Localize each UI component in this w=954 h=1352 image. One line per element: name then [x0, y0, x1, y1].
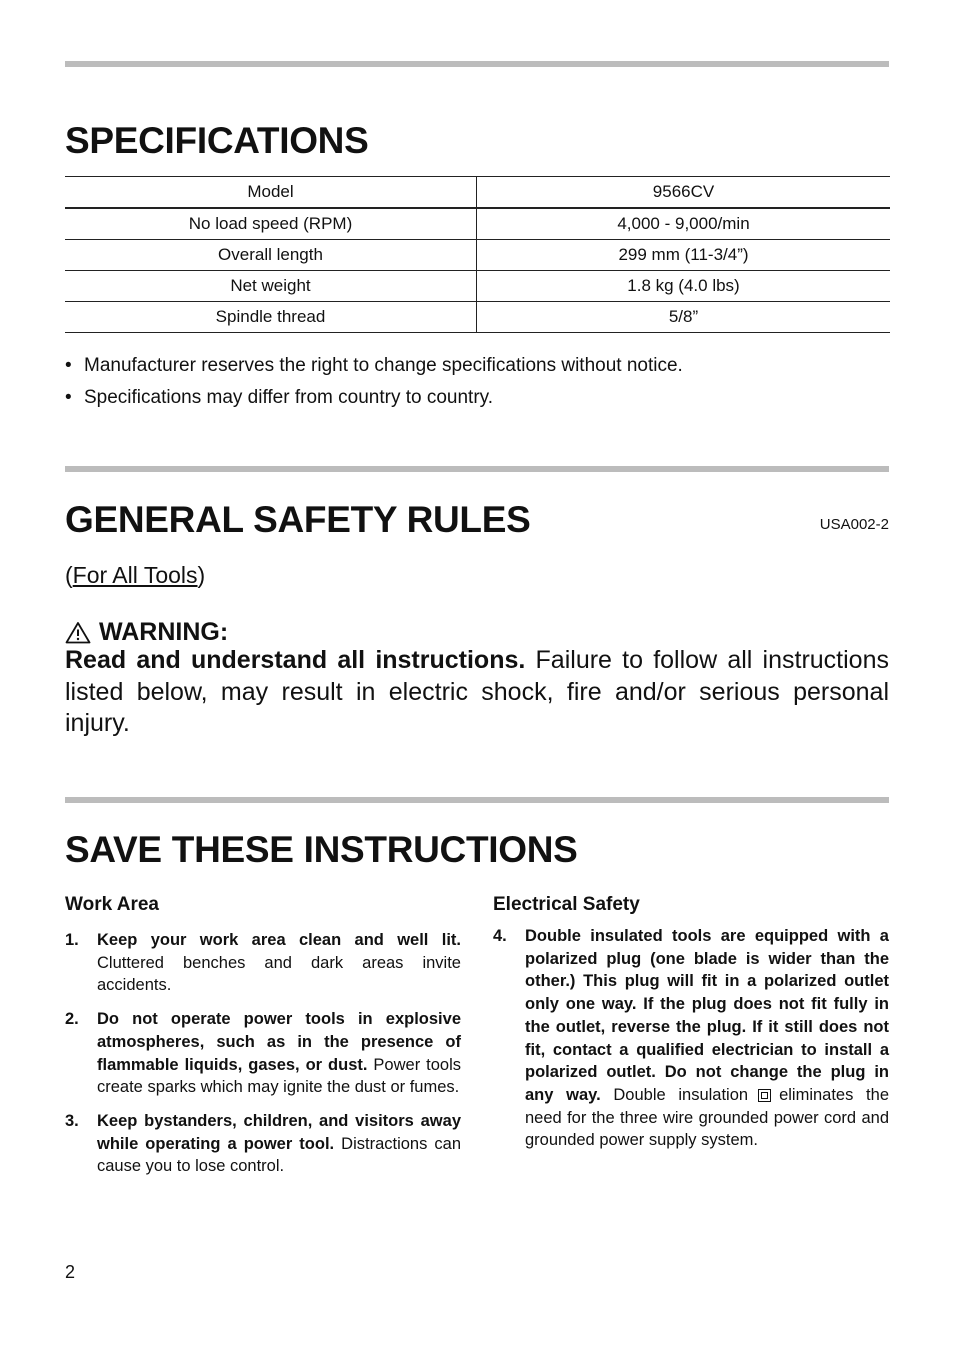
warning-bold-text: Read and understand all instructions. — [65, 646, 526, 674]
table-row — [65, 271, 890, 302]
electrical-safety-column — [493, 894, 889, 1163]
list-item: • Specifications may differ from country to country. — [65, 385, 683, 417]
item-bold-text: Keep bystanders, children, and visitors away while operating a power tool. — [97, 1111, 461, 1153]
subtitle — [65, 562, 205, 589]
item-bold-text: Keep your work area clean and well lit. — [97, 931, 461, 949]
work-area-heading: Work Area — [65, 894, 159, 915]
item-bold-text: Double insulated tools are equipped with a polarized plug (one blade is wider than the other.) This plug will fit in a polarized outlet only one way. If the plug does not fit fully in the outlet, reverse the plug. If it still does not fit, contact a qualified electrician to install a polarized outlet. Do not change the plug in any way. — [525, 927, 889, 1104]
spec-label: Spindle thread — [65, 302, 477, 333]
table-row — [65, 302, 890, 333]
table-row — [65, 208, 890, 240]
page-number: 2 — [65, 1262, 76, 1282]
warning-label: WARNING: — [99, 618, 229, 646]
list-item — [493, 925, 889, 1152]
list-item — [65, 929, 461, 997]
item-text: Power tools create sparks which may ignite the dust or fumes. — [97, 1055, 461, 1097]
specifications-table — [65, 176, 890, 333]
item-text-continued: eliminates the need for the three wire grounded power cord and grounded power supply system. — [525, 1085, 889, 1150]
warning-heading — [65, 618, 228, 647]
document-code: USA002-2 — [819, 516, 889, 533]
spec-label: Model — [65, 177, 477, 209]
double-insulation-icon — [758, 1089, 771, 1102]
list-item — [65, 1008, 461, 1099]
work-area-list — [65, 929, 461, 1178]
section-divider — [65, 466, 889, 472]
warning-paragraph — [65, 645, 889, 740]
top-divider — [65, 61, 889, 67]
spec-label: Net weight — [65, 271, 477, 302]
item-number: 4. — [493, 927, 507, 945]
specification-notes — [65, 353, 683, 417]
general-safety-title: GENERAL SAFETY RULES — [65, 499, 531, 540]
subtitle-text: For All Tools — [72, 562, 198, 588]
subtitle-close: ) — [197, 562, 206, 588]
spec-label: Overall length — [65, 240, 477, 271]
spec-value: 299 mm (11-3/4”) — [477, 240, 891, 271]
electrical-safety-heading: Electrical Safety — [493, 894, 640, 915]
item-number: 1. — [65, 931, 79, 949]
spec-value: 1.8 kg (4.0 lbs) — [477, 271, 891, 302]
specifications-title: SPECIFICATIONS — [65, 120, 369, 161]
item-number: 2. — [65, 1010, 79, 1029]
item-text: Double insulation — [600, 1085, 749, 1104]
list-item: • Manufacturer reserves the right to change specifications without notice. — [65, 353, 683, 385]
list-item — [65, 1110, 461, 1178]
electrical-safety-list — [493, 925, 889, 1152]
item-bold-text: Do not operate power tools in explosive atmospheres, such as in the presence of flammable liquids, gases, or dust. — [97, 1010, 461, 1074]
warning-body-text: Failure to follow all instructions listed below, may result in electric shock, fire and/or serious personal injury. — [65, 646, 889, 737]
item-number: 3. — [65, 1111, 79, 1130]
work-area-column — [65, 894, 461, 1189]
table-row — [65, 177, 890, 209]
item-text: Cluttered benches and dark areas invite accidents. — [97, 953, 461, 995]
item-text: Distractions can cause you to lose control. — [97, 1134, 461, 1176]
spec-label: No load speed (RPM) — [65, 208, 477, 240]
section-divider — [65, 797, 889, 803]
spec-value: 4,000 - 9,000/min — [477, 208, 891, 240]
table-row — [65, 240, 890, 271]
spec-value: 9566CV — [477, 177, 891, 209]
spec-value: 5/8” — [477, 302, 891, 333]
save-instructions-title: SAVE THESE INSTRUCTIONS — [65, 829, 578, 870]
subtitle-open: ( — [65, 562, 73, 588]
warning-triangle-icon — [65, 621, 91, 644]
